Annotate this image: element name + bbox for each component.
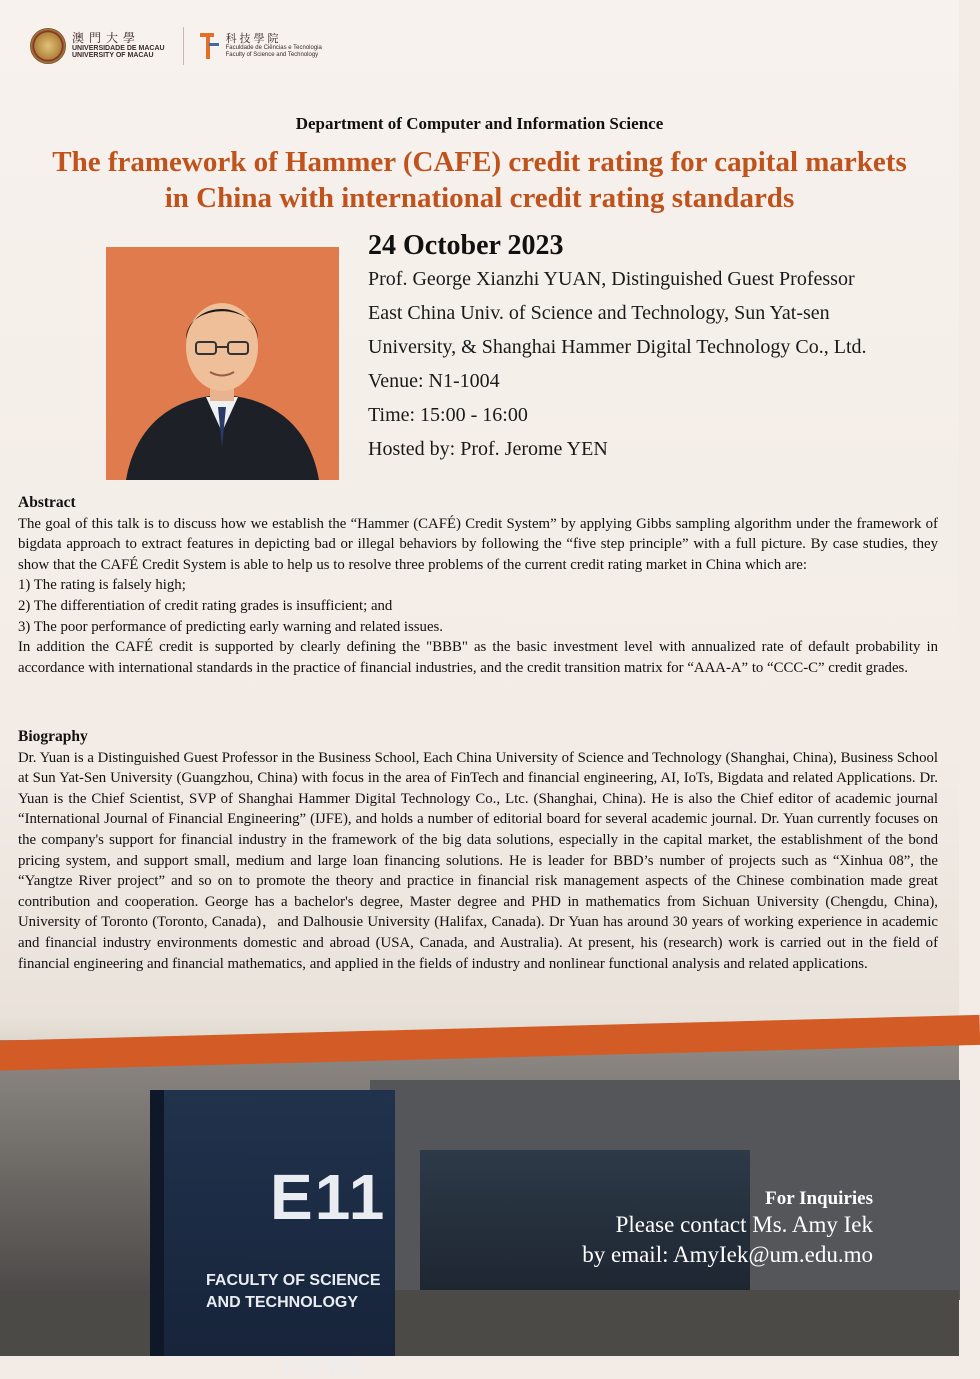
header-logos <box>30 26 322 66</box>
biography-text: Dr. Yuan is a Distinguished Guest Professor in the Business School, Each China University of Science and Technology (Shanghai, China), Business School at Sun Yat-Sen University (Guangzhou, China) with focus in the area of FinTech and financial engineering, AI, IoTs, Bigdata and related Applications. Dr. Yuan is the Chief Scientist, SVP of Shanghai Hammer Digital Technology Co., Ltc. (Shanghai, China). He is also the Chief editor of academic journal “International Journal of Financial Engineering” (IJFE), and holds a number of editorial board for several academic journal. Dr. Yuan currently focuses on the company's support for financial industry in the framework of the big data solutions, especially in the capital market, the establishment of the bond pricing system, and support small, medium and large loan financing solutions. He is leader for BBD’s number of projects such as “Xinhua 08”, the “Yangtze River project” and so on to promote the theory and practice in financial risk management aspects of the Chinese combination made great contribution and cooperation. George has a bachelor's degree, Master degree and PHD in mathematics from Sichuan University (Chengdu, China), University of Toronto (Toronto, Canada)，and Dalhousie University (Halifax, Canada). Dr Yuan has around 30 years of working experience in academic and financial industry environments domestic and abroad (USA, Canada, and Australia). At present, his (research) work is carried out in the field of financial engineering and financial mathematics, and applied in the fields of industry and nonlinear functional analysis and related applications. <box>18 749 938 972</box>
event-venue: Venue: N1-1004 <box>368 370 500 392</box>
contact-person: Please contact Ms. Amy Iek <box>615 1212 873 1237</box>
building-sign <box>150 1090 395 1378</box>
building-number: E11 <box>270 1161 387 1233</box>
logo-divider <box>183 27 184 65</box>
department-heading: Department of Computer and Information Science <box>295 114 664 133</box>
speaker-line-2: East China Univ. of Science and Technology, Sun Yat-sen <box>368 302 830 324</box>
fst-name-en: Faculty of Science and Technology <box>225 52 319 59</box>
abstract-item-1: 1) The rating is falsely high; <box>18 577 186 594</box>
event-time: Time: 15:00 - 16:00 <box>368 404 528 426</box>
abstract-item-2: 2) The differentiation of credit rating grades is insufficient; and <box>18 597 393 614</box>
contact-email[interactable]: by email: AmyIek@um.edu.mo <box>582 1242 873 1267</box>
contact-heading: For Inquiries <box>765 1188 873 1209</box>
fst-name-pt: Faculdade de Ciências e Tecnologia <box>225 45 322 52</box>
um-name-zh: 澳門大學 <box>72 31 141 46</box>
speaker-line-3: University, & Shanghai Hammer Digital Technology Co., Ltd. <box>368 336 867 358</box>
abstract-paragraph-2: In addition the CAFÉ credit is supported by clearly defining the "BBB" as the basic investment level with annualized rate of default probability in accordance with international standards in the practice of financial industries, and the credit transition matrix for “AAA-A” to “CCC-C” credit grades. <box>18 639 938 676</box>
fst-name-zh: 科技學院 <box>225 31 282 45</box>
fst-logo-icon <box>198 31 220 61</box>
fst-wordmark <box>226 33 322 59</box>
event-host: Hosted by: Prof. Jerome YEN <box>368 438 608 460</box>
talk-title: The framework of Hammer (CAFE) credit rating for capital markets in China with international credit rating standards <box>52 146 907 214</box>
um-wordmark <box>72 32 165 59</box>
um-seal-logo <box>30 28 66 64</box>
building-sign-line-2: AND TECHNOLOGY <box>206 1294 358 1311</box>
building-sign-line-1: FACULTY OF SCIENCE <box>206 1272 381 1289</box>
abstract-item-3: 3) The poor performance of predicting early warning and related issues. <box>18 618 443 635</box>
abstract-section <box>18 493 938 678</box>
contact-block <box>582 1188 873 1270</box>
abstract-heading: Abstract <box>18 494 76 511</box>
speaker-photo <box>106 247 339 480</box>
event-date: 24 October 2023 <box>368 230 564 261</box>
event-info <box>368 228 943 466</box>
biography-section <box>18 727 938 974</box>
um-name-pt: UNIVERSIDADE DE MACAU <box>72 44 165 52</box>
abstract-paragraph-1: The goal of this talk is to discuss how we establish the “Hammer (CAFÉ) Credit System” by applying Gibbs sampling algorithm under the framework of bigdata approach to extract features in depicting bad or illegal behaviors by following the “five step principle” with a full picture. By case studies, they show that the CAFÉ Credit System is able to help us to resolve three problems of the current credit rating market in China which are: <box>18 515 938 573</box>
um-name-en: UNIVERSITY OF MACAU <box>72 52 154 60</box>
building-sign-zh: 科技學院 <box>282 1354 362 1378</box>
speaker-line-1: Prof. George Xianzhi YUAN, Distinguished Guest Professor <box>368 268 855 290</box>
biography-heading: Biography <box>18 728 88 745</box>
building-sign-text <box>206 1270 381 1314</box>
